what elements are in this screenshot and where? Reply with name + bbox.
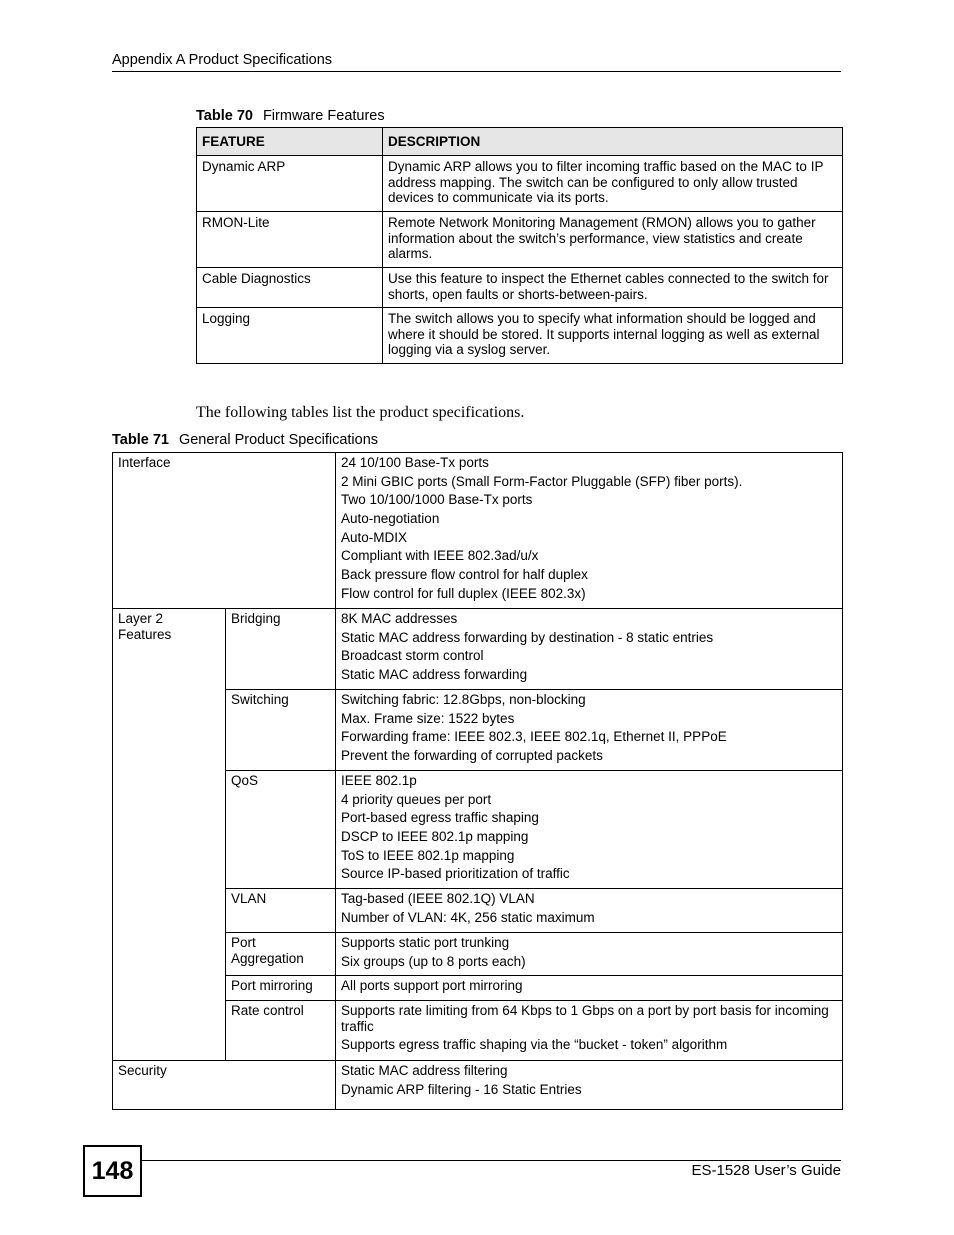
- spec-line: Tag-based (IEEE 802.1Q) VLAN: [341, 891, 535, 906]
- spec-line: Six groups (up to 8 ports each): [341, 953, 526, 969]
- spec-cell: [336, 976, 843, 1001]
- general-specifications-table: [112, 452, 843, 1110]
- spec-line: 8K MAC addresses: [341, 611, 458, 626]
- subcategory-cell: Port mirroring: [226, 976, 336, 1001]
- category-cell-security: Security: [113, 1061, 336, 1110]
- table-header-row: [197, 128, 843, 156]
- spec-line: Back pressure flow control for half duplex: [341, 567, 588, 583]
- spec-line: Port-based egress traffic shaping: [341, 810, 539, 826]
- spec-line: Number of VLAN: 4K, 256 static maximum: [341, 909, 595, 925]
- table-row: [197, 156, 843, 212]
- subcategory-cell: Port Aggregation: [226, 933, 336, 976]
- spec-line: Auto-negotiation: [341, 511, 440, 527]
- subcategory-cell: VLAN: [226, 889, 336, 933]
- feature-cell: Logging: [197, 308, 383, 364]
- spec-line: Static MAC address forwarding by destination - 8 static entries: [341, 629, 714, 645]
- description-cell: Remote Network Monitoring Management (RMON) allows you to gather information about the switch’s performance, view statistics and create alarms.: [383, 212, 843, 268]
- feature-cell: Cable Diagnostics: [197, 268, 383, 308]
- table-row: [197, 268, 843, 308]
- table71-caption: [112, 432, 378, 448]
- guide-title: ES-1528 User’s Guide: [691, 1162, 841, 1179]
- table-row: [197, 212, 843, 268]
- spec-line: IEEE 802.1p: [341, 773, 417, 788]
- spec-line: Supports rate limiting from 64 Kbps to 1 Gbps on a port by port basis for incoming traffic: [341, 1003, 829, 1034]
- table-row: [113, 453, 843, 609]
- spec-cell: [336, 933, 843, 976]
- spec-line: Compliant with IEEE 802.3ad/u/x: [341, 548, 539, 564]
- spec-line: Broadcast storm control: [341, 648, 484, 664]
- spec-line: Prevent the forwarding of corrupted packets: [341, 748, 603, 764]
- table70-label: Table 70: [196, 108, 253, 124]
- feature-cell: RMON-Lite: [197, 212, 383, 268]
- spec-cell: [336, 1001, 843, 1061]
- header-rule: [112, 71, 841, 72]
- description-cell: Dynamic ARP allows you to filter incoming traffic based on the MAC to IP address mapping. The switch can be configured to only allow trusted devices to communicate via its ports.: [383, 156, 843, 212]
- spec-line: ToS to IEEE 802.1p mapping: [341, 847, 515, 863]
- spec-line: Max. Frame size: 1522 bytes: [341, 710, 515, 726]
- spec-line: 24 10/100 Base-Tx ports: [341, 455, 489, 470]
- spec-line: Static MAC address forwarding: [341, 667, 528, 683]
- footer-rule: [140, 1160, 841, 1161]
- column-header-description: DESCRIPTION: [383, 128, 843, 156]
- running-header: Appendix A Product Specifications: [112, 52, 333, 68]
- intro-paragraph: The following tables list the product specifications.: [196, 404, 525, 421]
- spec-line: Static MAC address filtering: [341, 1063, 508, 1078]
- table70-title: Firmware Features: [262, 108, 385, 124]
- spec-cell: [336, 690, 843, 771]
- page-number: 148: [83, 1145, 142, 1197]
- firmware-features-table: [196, 127, 843, 364]
- subcategory-cell: Switching: [226, 690, 336, 771]
- table-row: [113, 1061, 843, 1110]
- spec-line: DSCP to IEEE 802.1p mapping: [341, 829, 529, 845]
- table-row: [113, 609, 843, 690]
- spec-cell: [336, 1061, 843, 1110]
- spec-line: Switching fabric: 12.8Gbps, non-blocking: [341, 692, 586, 707]
- table70-caption: [196, 108, 385, 124]
- category-cell-layer2: Layer 2 Features: [113, 609, 226, 1061]
- category-cell-interface: Interface: [113, 453, 336, 609]
- table71-label: Table 71: [112, 432, 169, 448]
- table71-title: General Product Specifications: [178, 432, 379, 448]
- spec-line: Auto-MDIX: [341, 529, 408, 545]
- spec-line: Forwarding frame: IEEE 802.3, IEEE 802.1q, Ethernet II, PPPoE: [341, 729, 727, 745]
- spec-line: 4 priority queues per port: [341, 791, 492, 807]
- spec-line: Supports egress traffic shaping via the “bucket - token” algorithm: [341, 1037, 728, 1053]
- subcategory-cell: QoS: [226, 771, 336, 889]
- description-cell: The switch allows you to specify what information should be logged and where it should be stored. It supports internal logging as well as external logging via a syslog server.: [383, 308, 843, 364]
- spec-cell: [336, 771, 843, 889]
- spec-line: Source IP-based prioritization of traffic: [341, 866, 570, 882]
- subcategory-cell: Bridging: [226, 609, 336, 690]
- column-header-feature: FEATURE: [197, 128, 383, 156]
- subcategory-cell: Rate control: [226, 1001, 336, 1061]
- spec-line: Supports static port trunking: [341, 935, 510, 950]
- spec-line: 2 Mini GBIC ports (Small Form-Factor Pluggable (SFP) fiber ports).: [341, 473, 743, 489]
- spec-cell: [336, 889, 843, 933]
- feature-cell: Dynamic ARP: [197, 156, 383, 212]
- spec-cell: [336, 453, 843, 609]
- spec-line: Dynamic ARP filtering - 16 Static Entries: [341, 1081, 582, 1097]
- description-cell: Use this feature to inspect the Ethernet cables connected to the switch for shorts, open faults or shorts-between-pairs.: [383, 268, 843, 308]
- table-row: [197, 308, 843, 364]
- spec-cell: [336, 609, 843, 690]
- spec-line: Two 10/100/1000 Base-Tx ports: [341, 492, 533, 508]
- spec-line: Flow control for full duplex (IEEE 802.3x): [341, 585, 586, 601]
- spec-line: All ports support port mirroring: [341, 978, 523, 993]
